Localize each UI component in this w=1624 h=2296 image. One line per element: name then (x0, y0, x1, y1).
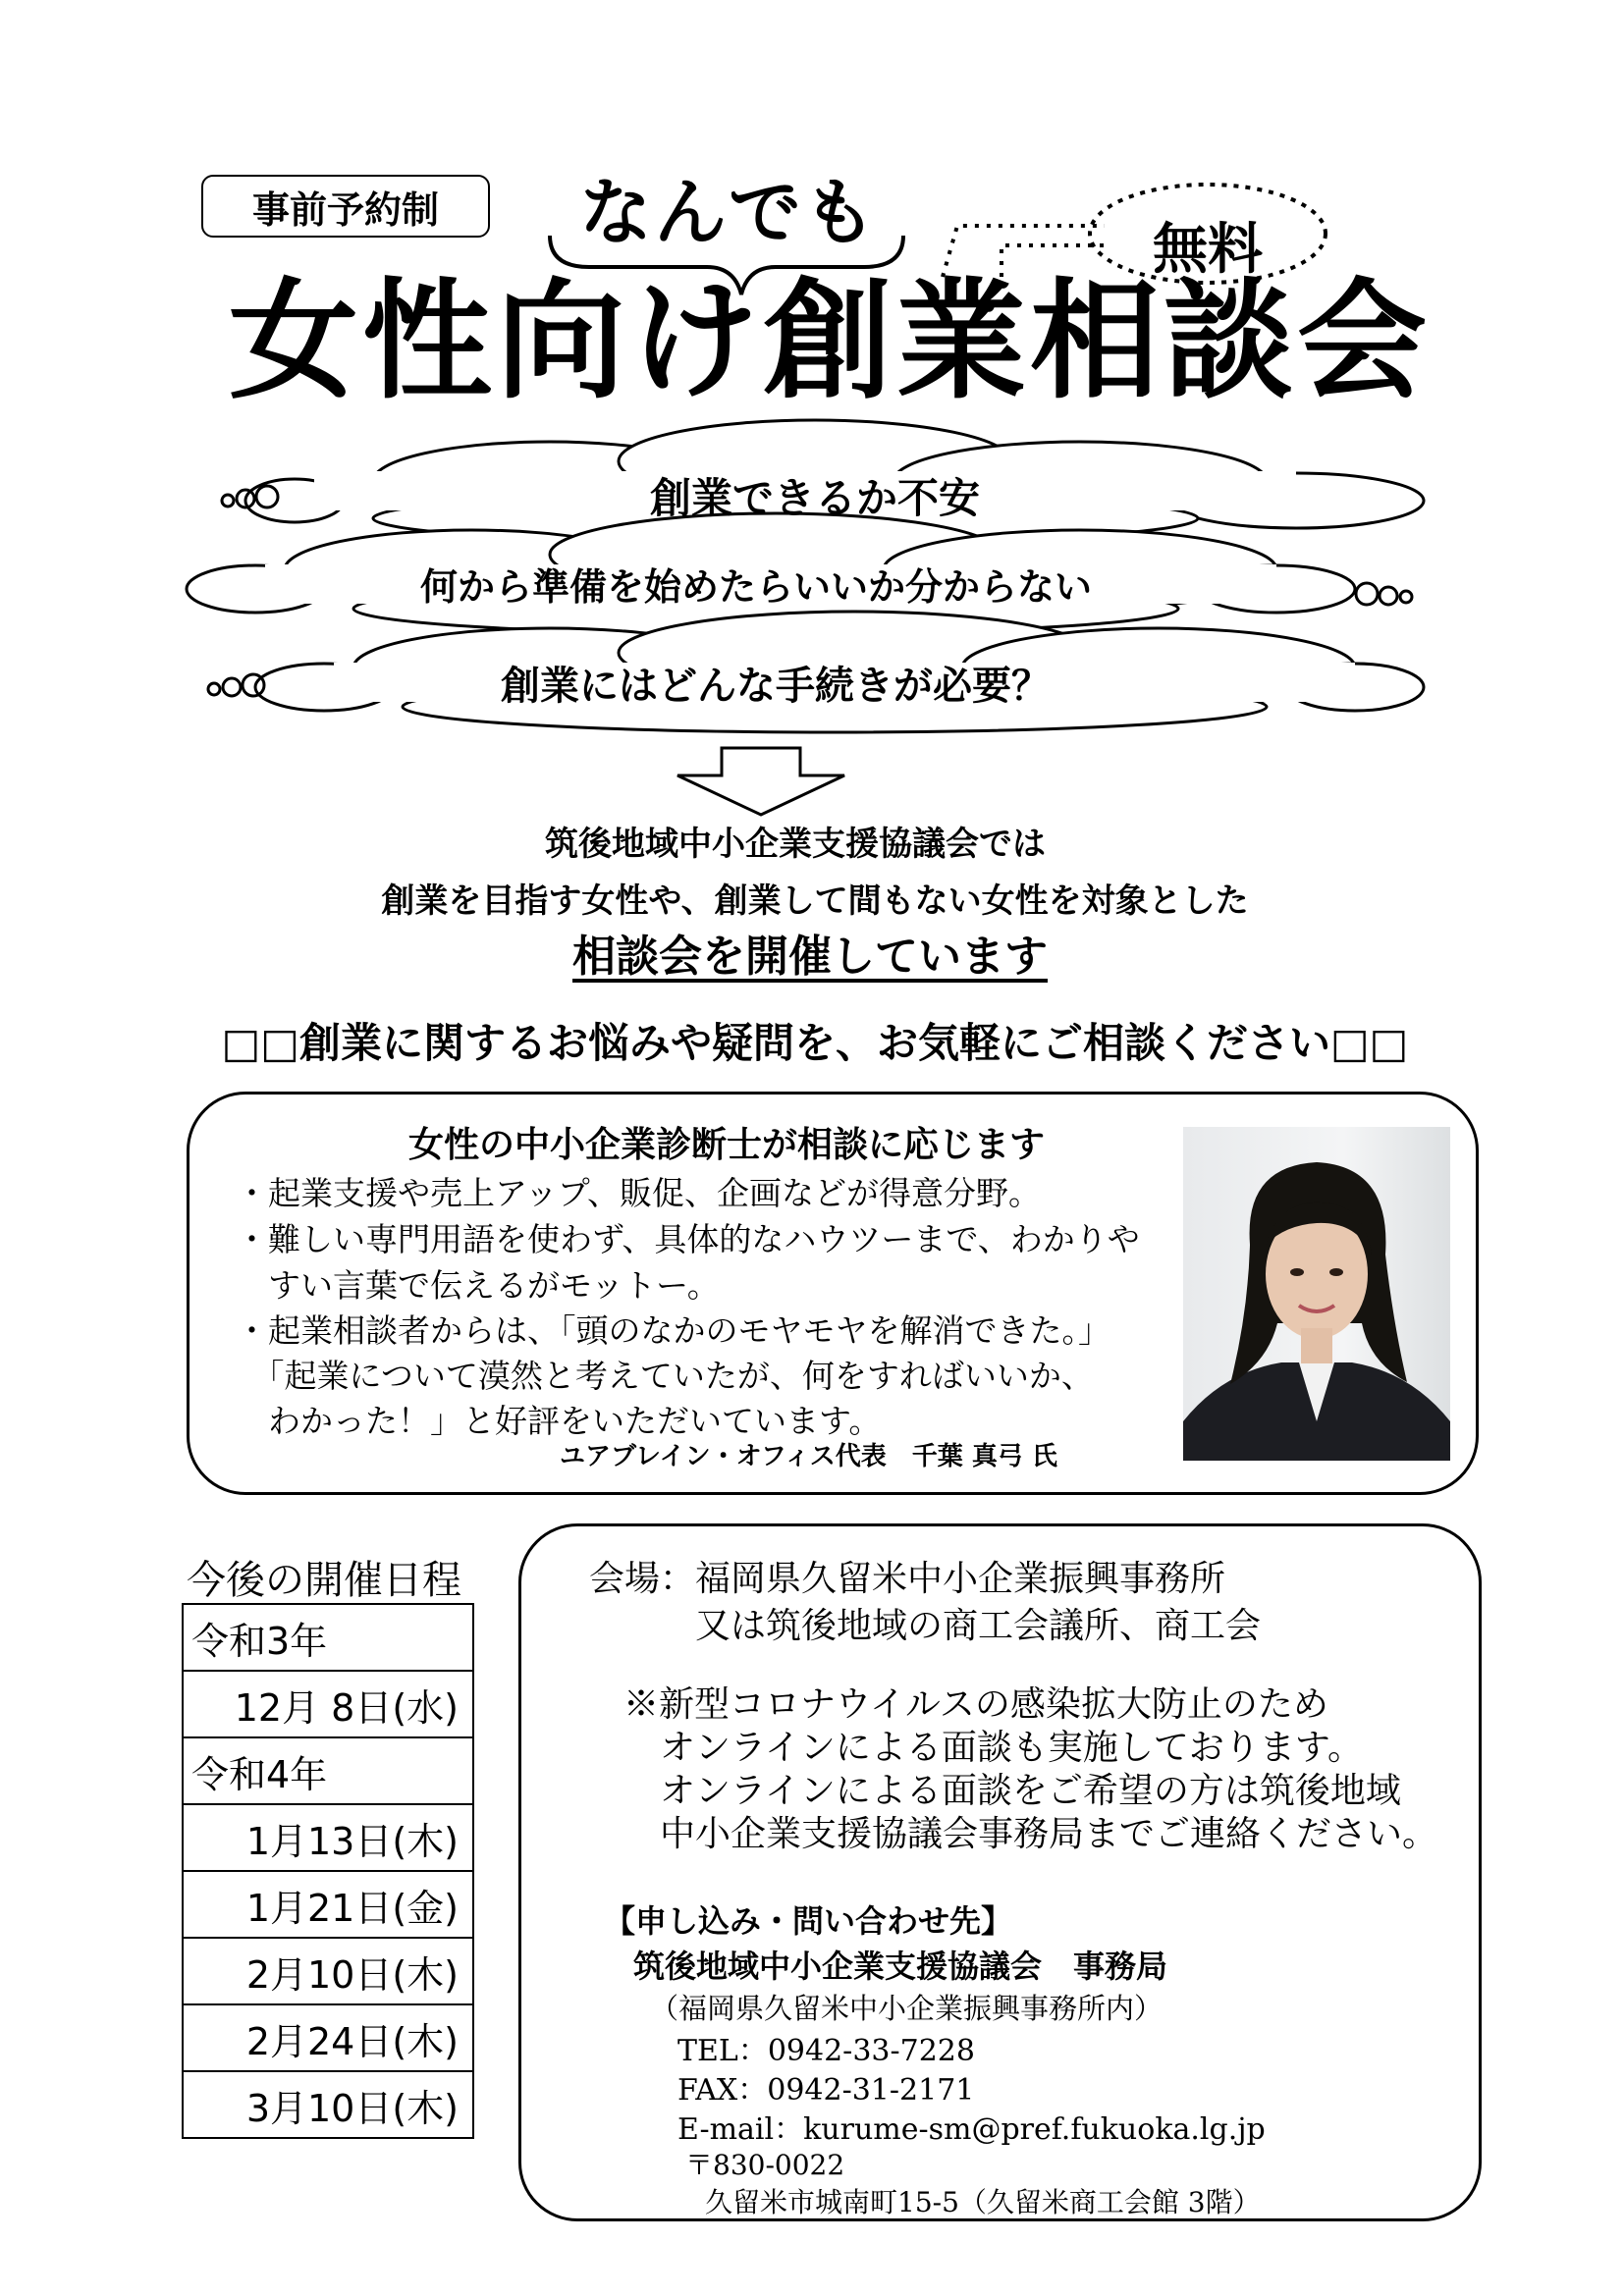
advisor-line: ・起業支援や売上アップ、販促、企画などが得意分野。 (236, 1174, 1042, 1212)
advisor-line: 「起業について漠然と考えていたが、何をすればいいか、 (236, 1357, 1094, 1395)
notice-line-3: オンラインによる面談をご希望の方は筑後地域 (660, 1771, 1401, 1811)
schedule-date: 2月24日(木) (183, 2004, 473, 2071)
schedule-date: 12月 8日(水) (183, 1671, 473, 1737)
intro-line-3: 相談会を開催しています (572, 932, 1048, 982)
schedule-year: 令和4年 (183, 1737, 473, 1804)
schedule-heading: 今後の開催日程 (187, 1558, 461, 1603)
notice-line-2: オンラインによる面談も実施しております。 (660, 1728, 1364, 1768)
contact-tel: TEL：0942-33-7228 (677, 2034, 975, 2068)
contact-fax: FAX：0942-31-2171 (677, 2073, 975, 2108)
cloud-text-3: 創業にはどんな手続きが必要？ (501, 664, 1051, 709)
contact-heading: 【申し込み・問い合わせ先】 (604, 1902, 1013, 1940)
advisor-line: すい言葉で伝えるがモットー。 (236, 1266, 720, 1305)
portrait-illustration (1183, 1127, 1450, 1461)
free-label: 無料 (1153, 218, 1263, 282)
cloud-text-2: 何から準備を始めたらいいか分からない (419, 565, 1092, 609)
intro-line-1: 筑後地域中小企業支援協議会では (545, 825, 1046, 864)
advisor-photo (1183, 1127, 1450, 1461)
schedule-date: 1月21日(金) (183, 1871, 473, 1938)
contact-sub: （福岡県久留米中小企業振興事務所内） (650, 1992, 1164, 2025)
schedule-date: 1月13日(木) (183, 1804, 473, 1871)
intro-line-2: 創業を目指す女性や、創業して間もない女性を対象とした (381, 881, 1249, 921)
schedule-table (182, 1603, 474, 2139)
schedule-year: 令和3年 (183, 1604, 473, 1671)
contact-address: 久留米市城南町15-5（久留米商工会館 3階） (705, 2186, 1261, 2218)
schedule-date: 2月10日(木) (183, 1938, 473, 2004)
page-title: 女性向け創業相談会 (229, 266, 1431, 417)
advisor-heading: 女性の中小企業診断士が相談に応じます (407, 1125, 1045, 1165)
advisor-line: ・起業相談者からは、「頭のなかのモヤモヤを解消できた。」 (236, 1311, 1110, 1350)
advisor-signature: ユアブレイン・オフィス代表 千葉 真弓 氏 (560, 1442, 1057, 1471)
venue-line-1: 会場：福岡県久留米中小企業振興事務所 (589, 1559, 1226, 1599)
contact-org: 筑後地域中小企業支援協議会 事務局 (633, 1948, 1168, 1985)
notice-line-4: 中小企業支援協議会事務局までご連絡ください。 (660, 1814, 1438, 1854)
down-arrow-icon (677, 748, 844, 815)
advisor-line: わかった！」と好評をいただいています。 (236, 1402, 882, 1440)
venue-line-2: 又は筑後地域の商工会議所、商工会 (695, 1606, 1262, 1646)
cloud-text-1: 創業できるか不安 (649, 474, 980, 522)
nandemo-label: なんでも (579, 171, 878, 255)
contact-zip: 〒830-0022 (685, 2149, 845, 2181)
schedule-date: 3月10日(木) (183, 2071, 473, 2138)
advisor-line: ・難しい専門用語を使わず、具体的なハウツーまで、わかりや (236, 1220, 1140, 1258)
notice-line-1: ※新型コロナウイルスの感染拡大防止のため (623, 1684, 1328, 1725)
contact-email[interactable]: E-mail：kurume-sm@pref.fukuoka.lg.jp (677, 2112, 1266, 2147)
concern-banner: □□創業に関するお悩みや疑問を、お気軽にご相談ください□□ (221, 1019, 1409, 1067)
reservation-badge: 事前予約制 (201, 175, 490, 238)
